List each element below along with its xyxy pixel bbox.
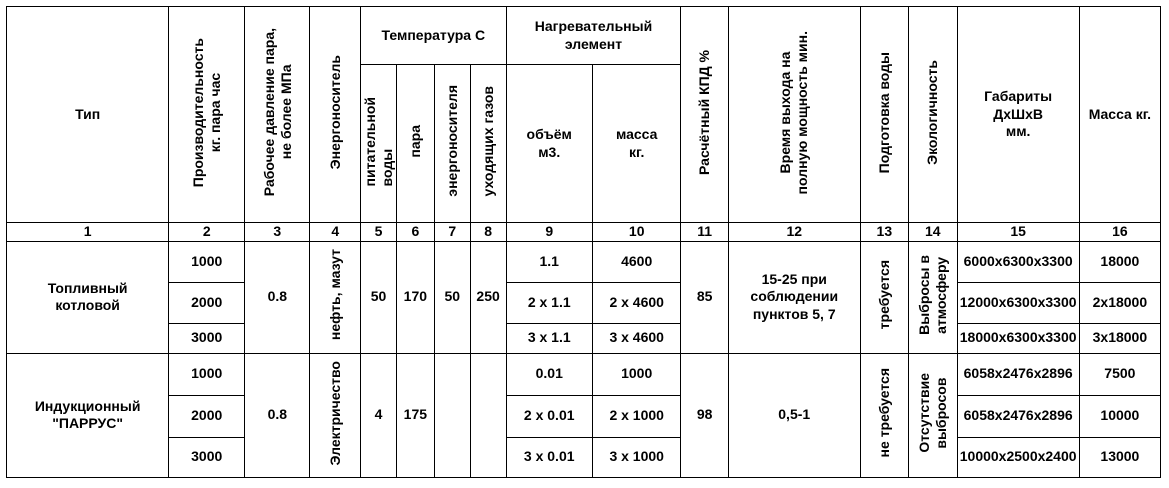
warmup-cell: 0,5-1 bbox=[728, 353, 860, 477]
efficiency-cell: 85 bbox=[681, 241, 728, 353]
column-number: 6 bbox=[396, 223, 434, 242]
energy-cell: нефть, мазут bbox=[310, 241, 361, 353]
table-row bbox=[7, 353, 1161, 395]
t-feed-cell: 50 bbox=[361, 241, 397, 353]
volume-cell: 1.1 bbox=[506, 241, 592, 282]
mass-cell: 7500 bbox=[1079, 353, 1160, 395]
mass-cell: 13000 bbox=[1079, 437, 1160, 477]
energy-cell: Электричество bbox=[310, 353, 361, 477]
efficiency-cell: 98 bbox=[681, 353, 728, 477]
capacity-cell: 2000 bbox=[169, 395, 245, 437]
pressure-cell: 0.8 bbox=[245, 241, 310, 353]
t-steam-cell: 175 bbox=[396, 353, 434, 477]
header-temperature: Температура С bbox=[361, 7, 506, 65]
column-number: 14 bbox=[909, 223, 957, 242]
t-energy-cell bbox=[434, 353, 470, 477]
header-type: Тип bbox=[7, 7, 169, 223]
column-number: 16 bbox=[1079, 223, 1160, 242]
header-heater-volume: объём м3. bbox=[506, 65, 592, 223]
column-number: 10 bbox=[592, 223, 681, 242]
volume-cell: 2 x 1.1 bbox=[506, 282, 592, 323]
capacity-cell: 2000 bbox=[169, 282, 245, 323]
table-row bbox=[7, 241, 1161, 282]
heater-mass-cell: 2 x 4600 bbox=[592, 282, 681, 323]
type-cell: Топливный котловой bbox=[7, 241, 169, 353]
volume-cell: 0.01 bbox=[506, 353, 592, 395]
column-numbers-row bbox=[7, 223, 1161, 242]
column-number: 5 bbox=[361, 223, 397, 242]
column-number: 4 bbox=[310, 223, 361, 242]
header-energy: Энергоноситель bbox=[310, 7, 361, 223]
heater-mass-cell: 2 x 1000 bbox=[592, 395, 681, 437]
header-pressure: Рабочее давление пара, не более МПа bbox=[245, 7, 310, 223]
header-t-exhaust: уходящих газов bbox=[470, 65, 506, 223]
header-t-energy: энергоносителя bbox=[434, 65, 470, 223]
t-feed-cell: 4 bbox=[361, 353, 397, 477]
header-t-steam: пара bbox=[396, 65, 434, 223]
dimensions-cell: 18000x6300x3300 bbox=[957, 323, 1079, 353]
capacity-cell: 1000 bbox=[169, 353, 245, 395]
heater-mass-cell: 3 x 1000 bbox=[592, 437, 681, 477]
column-number: 15 bbox=[957, 223, 1079, 242]
header-capacity: Производительность кг. пара час bbox=[169, 7, 245, 223]
dimensions-cell: 10000x2500x2400 bbox=[957, 437, 1079, 477]
t-energy-cell: 50 bbox=[434, 241, 470, 353]
dimensions-cell: 6000x6300x3300 bbox=[957, 241, 1079, 282]
column-number: 8 bbox=[470, 223, 506, 242]
column-number: 11 bbox=[681, 223, 728, 242]
header-ecology: Экологичность bbox=[909, 7, 957, 223]
t-steam-cell: 170 bbox=[396, 241, 434, 353]
column-number: 7 bbox=[434, 223, 470, 242]
dimensions-cell: 6058x2476x2896 bbox=[957, 353, 1079, 395]
capacity-cell: 1000 bbox=[169, 241, 245, 282]
warmup-cell: 15-25 при соблюдении пунктов 5, 7 bbox=[728, 241, 860, 353]
mass-cell: 10000 bbox=[1079, 395, 1160, 437]
water-prep-cell: не требуется bbox=[860, 353, 908, 477]
water-prep-cell: требуется bbox=[860, 241, 908, 353]
dimensions-cell: 6058x2476x2896 bbox=[957, 395, 1079, 437]
heater-mass-cell: 3 x 4600 bbox=[592, 323, 681, 353]
type-cell: Индукционный "ПАРРУС" bbox=[7, 353, 169, 477]
header-row bbox=[7, 7, 1161, 65]
capacity-cell: 3000 bbox=[169, 323, 245, 353]
header-mass: Масса кг. bbox=[1079, 7, 1160, 223]
header-heater-mass: масса кг. bbox=[592, 65, 681, 223]
column-number: 9 bbox=[506, 223, 592, 242]
dimensions-cell: 12000x6300x3300 bbox=[957, 282, 1079, 323]
ecology-cell: Отсутствие выбросов bbox=[909, 353, 957, 477]
header-water-prep: Подготовка воды bbox=[860, 7, 908, 223]
volume-cell: 3 x 1.1 bbox=[506, 323, 592, 353]
header-dimensions: Габариты ДхШхВ мм. bbox=[957, 7, 1079, 223]
column-number: 1 bbox=[7, 223, 169, 242]
ecology-cell: Выбросы в атмосферу bbox=[909, 241, 957, 353]
heater-mass-cell: 4600 bbox=[592, 241, 681, 282]
column-number: 3 bbox=[245, 223, 310, 242]
volume-cell: 3 x 0.01 bbox=[506, 437, 592, 477]
header-efficiency: Расчётный КПД % bbox=[681, 7, 728, 223]
mass-cell: 18000 bbox=[1079, 241, 1160, 282]
mass-cell: 3x18000 bbox=[1079, 323, 1160, 353]
boiler-comparison-table bbox=[6, 6, 1161, 478]
heater-mass-cell: 1000 bbox=[592, 353, 681, 395]
table-row bbox=[7, 437, 1161, 477]
table-row bbox=[7, 395, 1161, 437]
column-number: 13 bbox=[860, 223, 908, 242]
capacity-cell: 3000 bbox=[169, 437, 245, 477]
table-row bbox=[7, 282, 1161, 323]
mass-cell: 2x18000 bbox=[1079, 282, 1160, 323]
column-number: 2 bbox=[169, 223, 245, 242]
t-exhaust-cell: 250 bbox=[470, 241, 506, 353]
table-row bbox=[7, 323, 1161, 353]
volume-cell: 2 x 0.01 bbox=[506, 395, 592, 437]
header-warmup: Время выхода на полную мощность мин. bbox=[728, 7, 860, 223]
header-t-feed: питательной воды bbox=[361, 65, 397, 223]
pressure-cell: 0.8 bbox=[245, 353, 310, 477]
header-heater: Нагревательный элемент bbox=[506, 7, 681, 65]
t-exhaust-cell bbox=[470, 353, 506, 477]
column-number: 12 bbox=[728, 223, 860, 242]
